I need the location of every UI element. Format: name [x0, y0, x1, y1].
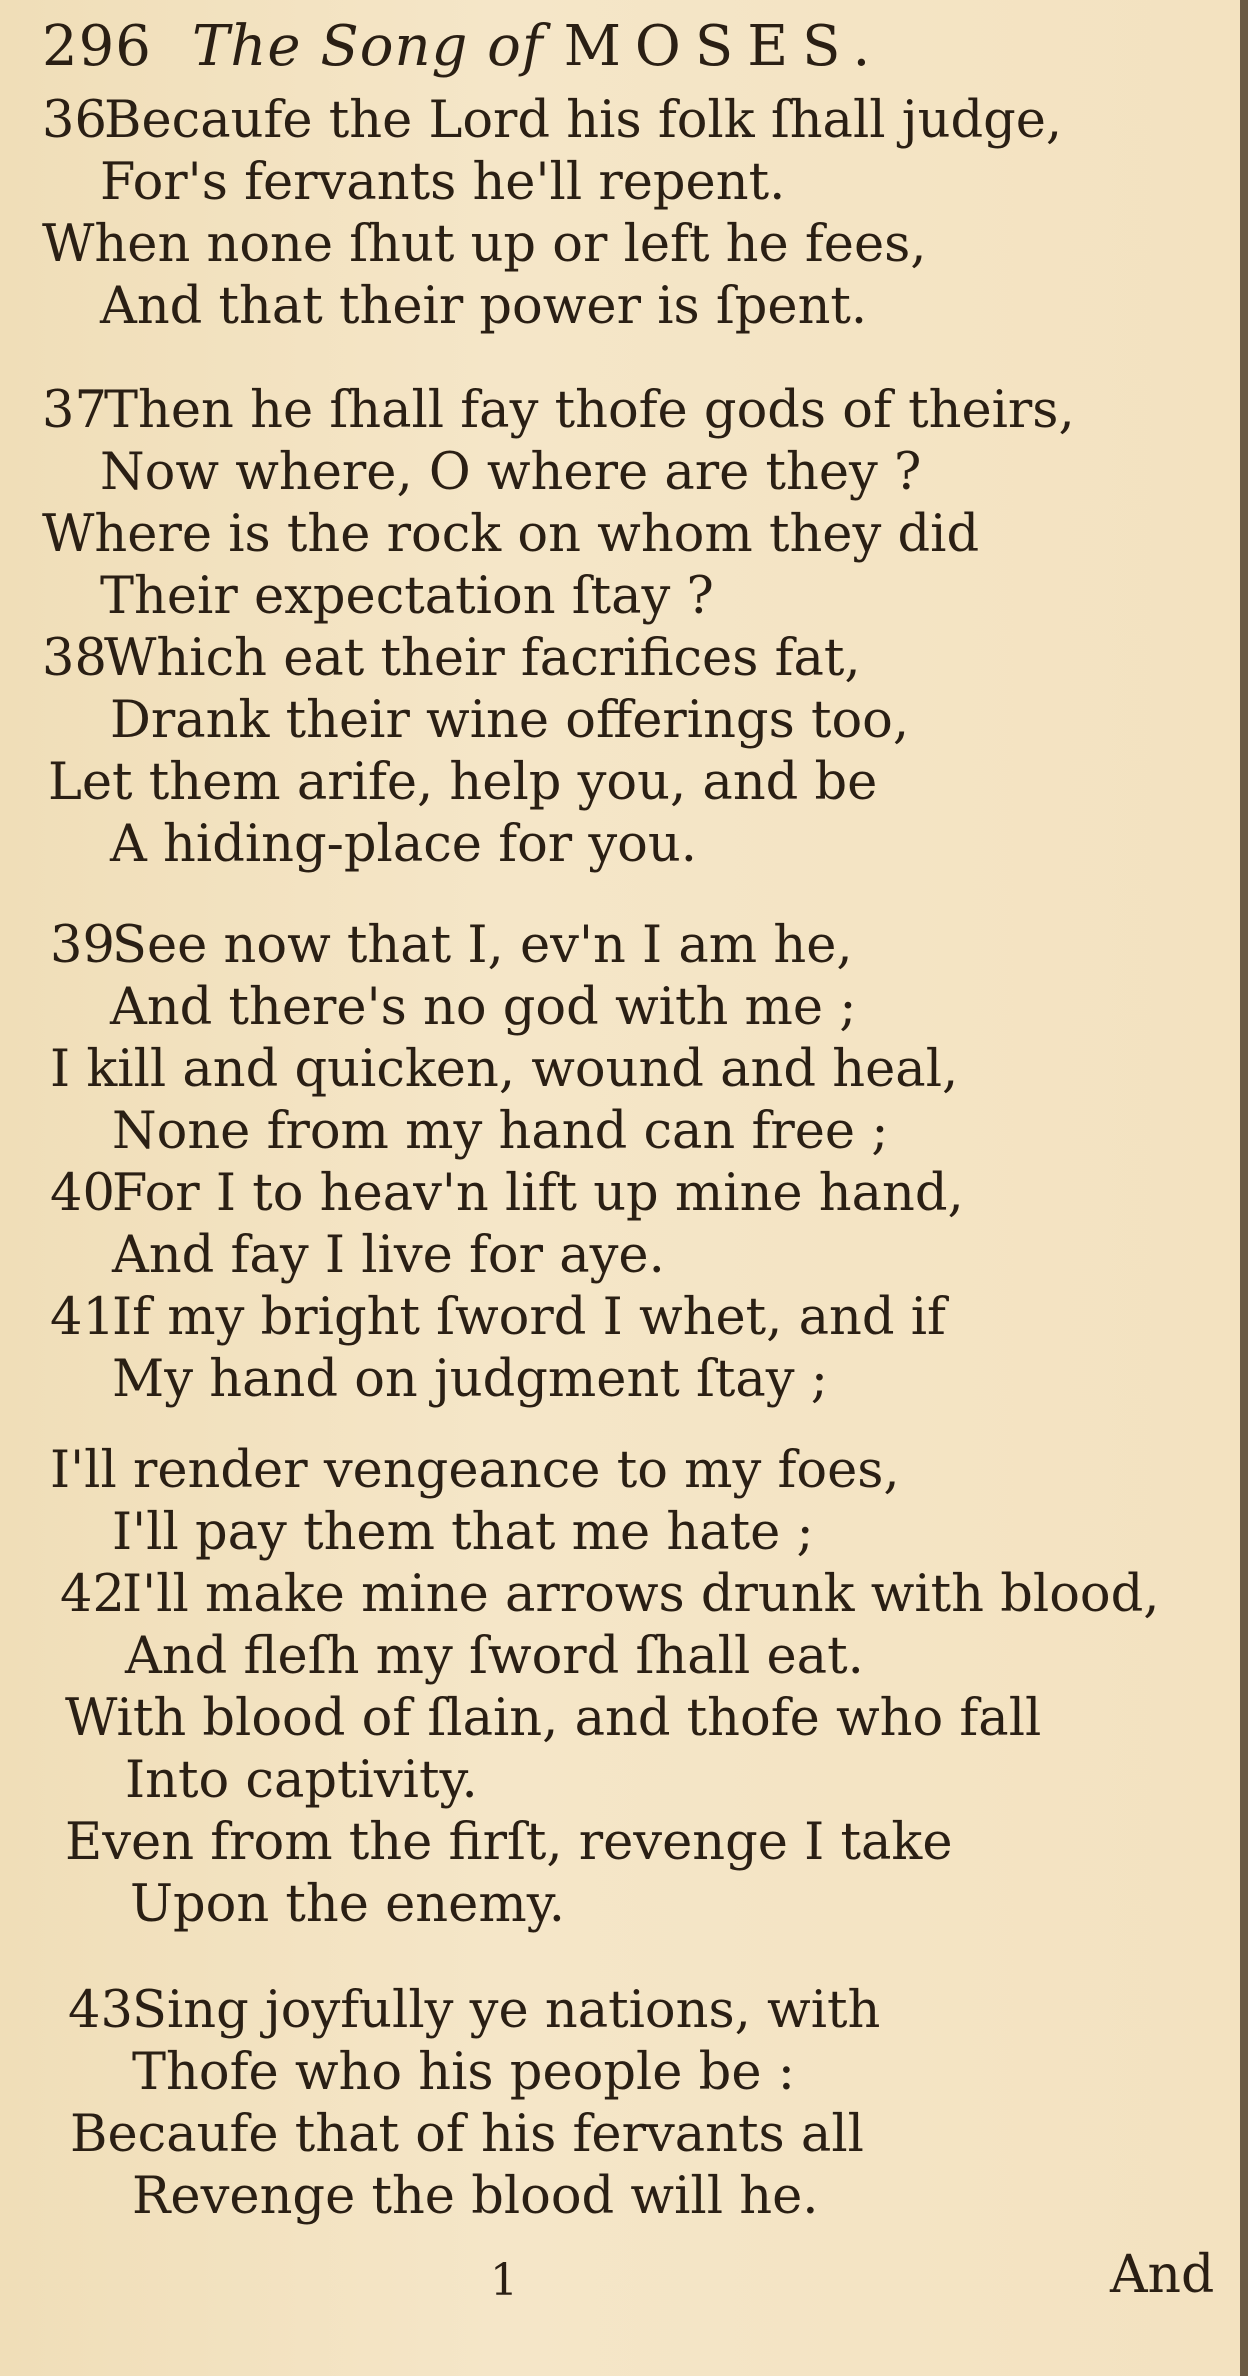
verse-text: Becaufe that of his fervants all: [70, 2105, 864, 2164]
stanza-1: [0, 90, 1200, 338]
verse-line: [0, 380, 1200, 442]
verse-line: [0, 276, 1200, 338]
verse-line: [0, 1980, 1200, 2042]
verse-text: None from my hand can free ;: [112, 1102, 889, 1161]
verse-line: [0, 1101, 1200, 1163]
stanza-4: [0, 1440, 1200, 1936]
verse-text: Thofe who his people be :: [132, 2043, 795, 2102]
verse-text: If my bright ſword I whet, and if: [112, 1288, 946, 1347]
verse-line: [0, 752, 1200, 814]
verse-line: [0, 1564, 1200, 1626]
verse-text: I'll pay them that me hate ;: [112, 1503, 814, 1562]
signature-mark: 1: [490, 2255, 518, 2306]
verse-text: Where is the rock on whom they did: [42, 505, 980, 564]
verse-text: A hiding-place for you.: [110, 815, 697, 874]
verse-text: Even from the firſt, revenge I take: [65, 1813, 953, 1872]
verse-line: [0, 214, 1200, 276]
verse-line: [0, 1287, 1200, 1349]
verse-text: And fleſh my ſword ſhall eat.: [125, 1627, 864, 1686]
verse-line: [0, 2166, 1200, 2228]
verse-line: [0, 814, 1200, 876]
verse-line: [0, 566, 1200, 628]
verse-text: Sing joyfully ye nations, with: [132, 1981, 881, 2040]
verse-line: [0, 1626, 1200, 1688]
verse-line: [0, 915, 1200, 977]
verse-line: [0, 977, 1200, 1039]
running-title-italic: The Song of: [192, 14, 544, 79]
verse-line: [0, 442, 1200, 504]
verse-number: 42: [60, 1565, 125, 1624]
verse-line: [0, 152, 1200, 214]
verse-text: Now where, O where are they ?: [100, 443, 922, 502]
catchword: And: [1110, 2245, 1215, 2305]
verse-number: 40: [50, 1164, 115, 1223]
verse-line: [0, 2042, 1200, 2104]
verse-line: [0, 1502, 1200, 1564]
verse-text: See now that I, ev'n I am he,: [112, 916, 853, 975]
verse-text: And fay I live for aye.: [112, 1226, 665, 1285]
verse-number: 43: [68, 1981, 133, 2040]
verse-text: And there's no god with me ;: [110, 978, 857, 1037]
stanza-3: [0, 915, 1200, 1411]
verse-text: I kill and quicken, wound and heal,: [50, 1040, 959, 1099]
verse-line: [0, 690, 1200, 752]
verse-number: 37: [42, 381, 107, 440]
verse-line: [0, 1163, 1200, 1225]
stanza-5: [0, 1980, 1200, 2228]
verse-line: [0, 1039, 1200, 1101]
verse-line: [0, 1812, 1200, 1874]
verse-text: When none ſhut up or left he fees,: [42, 215, 927, 274]
verse-text: Into captivity.: [125, 1751, 478, 1810]
verse-line: [0, 1688, 1200, 1750]
verse-line: [0, 90, 1200, 152]
verse-text: Which eat their facrifices fat,: [104, 629, 861, 688]
verse-text: For I to heav'n lift up mine hand,: [112, 1164, 964, 1223]
verse-line: [0, 2104, 1200, 2166]
verse-line: [0, 1440, 1200, 1502]
verse-line: [0, 1750, 1200, 1812]
verse-number: 36: [42, 91, 107, 150]
verse-text: Let them arife, help you, and be: [48, 753, 878, 812]
verse-line: [0, 504, 1200, 566]
running-head: [42, 14, 884, 84]
verse-text: Revenge the blood will he.: [132, 2167, 819, 2226]
verse-number: 41: [50, 1288, 115, 1347]
verse-text: Upon the enemy.: [130, 1875, 565, 1934]
verse-text: Drank their wine offerings too,: [110, 691, 910, 750]
verse-line: [0, 1874, 1200, 1936]
verse-text: And that their power is ſpent.: [100, 277, 868, 336]
verse-text: With blood of ſlain, and thofe who fall: [65, 1689, 1042, 1748]
verse-text: I'll make mine arrows drunk with blood,: [122, 1565, 1160, 1624]
verse-line: [0, 628, 1200, 690]
running-title-caps: MOSES.: [563, 14, 885, 79]
verse-line: [0, 1225, 1200, 1287]
verse-text: Their expectation ſtay ?: [100, 567, 714, 626]
page-edge: [1240, 0, 1248, 2376]
page-number: 296: [42, 14, 152, 79]
verse-number: 39: [50, 916, 115, 975]
verse-text: My hand on judgment ſtay ;: [112, 1350, 828, 1409]
verse-text: Becaufe the Lord his folk ſhall judge,: [104, 91, 1063, 150]
verse-text: For's fervants he'll repent.: [100, 153, 786, 212]
verse-text: I'll render vengeance to my foes,: [50, 1441, 900, 1500]
verse-number: 38: [42, 629, 107, 688]
verse-line: [0, 1349, 1200, 1411]
verse-text: Then he ſhall fay thofe gods of theirs,: [104, 381, 1075, 440]
stanza-2: [0, 380, 1200, 876]
